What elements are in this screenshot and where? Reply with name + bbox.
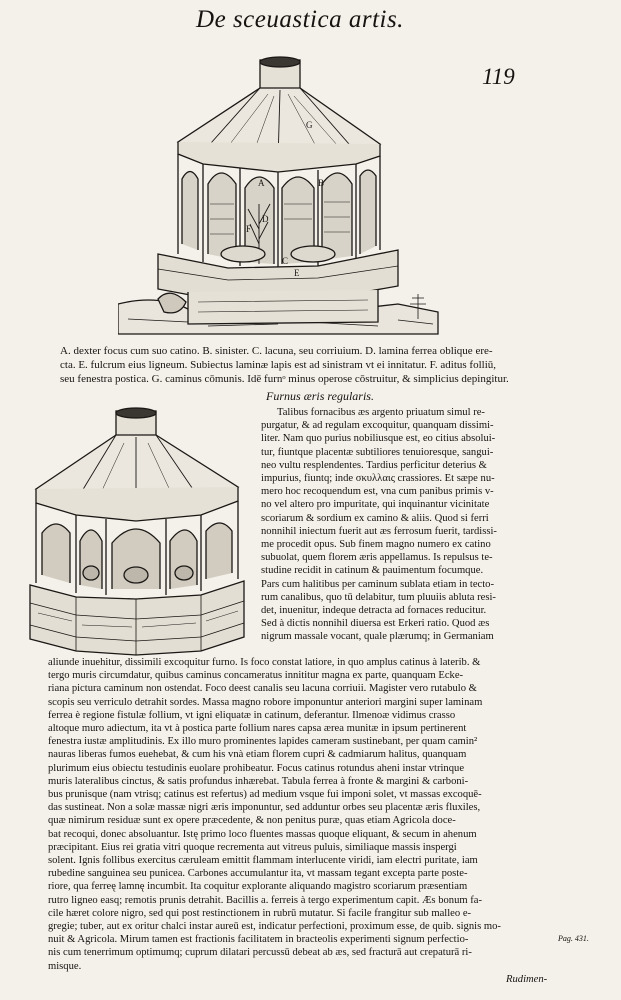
text-line: præcipitant. Eius rei gratia vitri quoque recrementa aut vitreus puluis, similiaque massis inspergi: [48, 841, 457, 853]
text-line: muris lateralibus cinctus, & satis profundus inhærebat. Tabula ferrea à fronte & margini & carboni-: [48, 775, 469, 787]
text-line: quæ nimirum residuæ sunt ex opere præcedente, & non penitus puræ, quas etiam Agricola doce-: [48, 815, 456, 827]
furnace-woodcut-figure-2: [16, 403, 256, 659]
text-line: impurius, fiuntq; inde σκυλλαις crassiores. Et sæpe nu-: [261, 473, 495, 485]
figure-caption: [60, 344, 560, 387]
text-line: misque.: [48, 960, 82, 972]
text-line: scopis seu verriculo detrahit sordes. Massa magno robore imponuntur anteriori margini super laminam: [48, 696, 483, 708]
svg-text:C: C: [282, 256, 289, 266]
text-line: no vel altero pro impuritate, qui inquinantur vicinitate: [261, 499, 490, 511]
text-line: nonnihil iniectum fuerit aut æs ferrosum fuerit, tardissi-: [261, 525, 497, 537]
page-number: 119: [482, 64, 515, 89]
text-line: liter. Nam quo purius nobiliusque est, eo citius absolui-: [261, 433, 496, 445]
text-line: rutro ligneo easq; remotis prunis detrahit. Bacillis a. ferreis à tergo experimentum capit. Æs bonum fa-: [48, 894, 483, 906]
furnace-regularis-drawing: [16, 403, 256, 659]
text-line: gregie; tuber, aut ex oritur chalci instar aureū est, indicatur perfectioni, proximum esse, de quib. signis mo-: [48, 921, 501, 933]
text-line: bus prunisque (nam vtrisq; catinus est refertus) ad medium vsque fui imponi solet, vt massas excoquē-: [48, 789, 482, 801]
text-line: Talibus fornacibus æs argento priuatum simul re-: [277, 407, 485, 418]
text-line: aliunde inuehitur, dissimili excoquitur furno. Is foco constat latiore, in quo amplus catinus à laterib. &: [48, 657, 481, 668]
svg-text:D: D: [262, 214, 269, 224]
text-line: fenestra iustæ amplitudinis. Ex illo muro prominentes lapides cameram sustinebant, per quam camin²: [48, 736, 478, 748]
catchword: Rudimen-: [506, 974, 548, 985]
text-line: rum canalibus, quo tū delabitur, tum pluuiis abluta resi-: [261, 591, 496, 603]
furnace-woodcut-figure-1: [118, 54, 450, 344]
text-line: solent. Ignis follibus exercitus cæruleam emittit flammam interlucente viridi, iam electri puritate, iam: [48, 855, 478, 867]
text-line: Pars cum halitibus per caminum sublata etiam in tecto-: [261, 578, 495, 590]
text-line: subuolat, quem florem æris appellamus. Is repulsus te-: [261, 552, 493, 564]
text-line: mero hoc recoquendum est, vna cum panibus primis v-: [261, 486, 494, 498]
text-line: purgatur, & ad regulam excoquitur, quanquam dissimi-: [261, 420, 494, 432]
body-text-wrapped: [261, 406, 579, 644]
text-line: det, inuenitur, indeque detracta ad fornaces reducitur.: [261, 605, 487, 617]
svg-text:B: B: [318, 178, 325, 188]
text-line: tur, fiuntque placentæ subtiliores tenuioresque, sangui-: [261, 446, 494, 458]
text-line: cile hæret colore nigro, sed qui post restinctionem in rubrū mutatur. Si facile frangitur sub malleo e-: [48, 907, 472, 919]
svg-text:E: E: [294, 268, 300, 278]
text-line: das sustineat. Non a solæ massæ nigri æris imponuntur, sed adduntur orbes seu placentæ æris fluxiles,: [48, 802, 481, 814]
caption-line: A. dexter focus cum suo catino. B. sinister. C. lacuna, seu corriuium. D. lamina ferrea oblique ere-: [60, 345, 493, 357]
svg-text:G: G: [306, 120, 313, 130]
text-line: me procedit opus. Sub finem magno numero ex catino: [261, 539, 491, 551]
body-text-full-width: [48, 656, 553, 973]
text-line: rubedine sanguinea seu punicea. Carbones accumulantur ita, vt massam tegant excepta parte poste-: [48, 868, 468, 880]
text-line: tergo muris circumdatur, quibus caminus concameratus innititur magna ex parte, quanquam Ecke-: [48, 670, 464, 682]
furnace-woodcut-drawing: [118, 54, 450, 344]
text-line: nuit & Agricola. Mirum tamen est fractionis facilitatem in bracteolis experimenti signum perfectio-: [48, 934, 469, 946]
text-line: riana pictura caminum non ostendat. Foco deest canalis seu lacuna corriuii. Magister vero rutabulo &: [48, 683, 477, 695]
text-line: bat recoqui, donec absoluantur. Istę primo loco fluentes massas quoque eliquant, & secum in ahenum: [48, 828, 477, 840]
section-heading: Furnus æris regularis.: [266, 389, 374, 403]
text-line: scoriarum & sordium ex camino & aliis. Quod si ferri: [261, 512, 489, 524]
caption-line: seu fenestra postica. G. caminus cōmunis. Idē furnᵒ minus operose cōstruitur, & simplicius depingitur.: [60, 373, 509, 386]
running-title: De sceuastica artis.: [196, 6, 404, 33]
text-line: studine recidit in catinum & pauimentum focumque.: [261, 565, 484, 577]
margin-note: Pag. 431.: [558, 934, 589, 943]
svg-text:A: A: [258, 178, 265, 188]
text-line: riore, qua ferreę lamnę incumbit. Ita coquitur explorante aliquando magistro scoriarum præsentiam: [48, 881, 468, 893]
text-line: neo vultu resplendentes. Tardius perficitur deterius &: [261, 459, 487, 471]
text-line: nis cum tenerrimum optimumq; cuprum dilatari percussū debeat ab æs, sed fracturā aut crepaturā ri-: [48, 947, 472, 959]
text-line: ferrea è regione fistulæ follium, vt igni eliquatæ in catinum, deferantur. Ilmenoæ vidimus crasso: [48, 709, 456, 721]
caption-line: cta. E. fulcrum eius ligneum. Subiectus laminæ lapis est ad sinistram vt ei innitatur. F. aditus folliū,: [60, 359, 497, 372]
text-line: plurimum eius obiectu testudinis euolare prohibeatur. Focus catinus rotundus aheni instar vtrinque: [48, 762, 465, 774]
text-line: Sed à dictis nonnihil diuersa est Erkeri ratio. Quod æs: [261, 618, 490, 630]
text-line: nigrum massale vocant, quale plærumq; in Germaniam: [261, 631, 494, 643]
text-line: nauras liberas fumos euehebat, & cum his vnà etiam florem cupri & cadmiarum halitus, quanquam: [48, 749, 467, 761]
text-line: altoque muro adiectum, ita vt à postica parte follium nares capsa ærea munitæ in ipsum pertinerent: [48, 723, 467, 735]
svg-text:F: F: [246, 224, 252, 234]
